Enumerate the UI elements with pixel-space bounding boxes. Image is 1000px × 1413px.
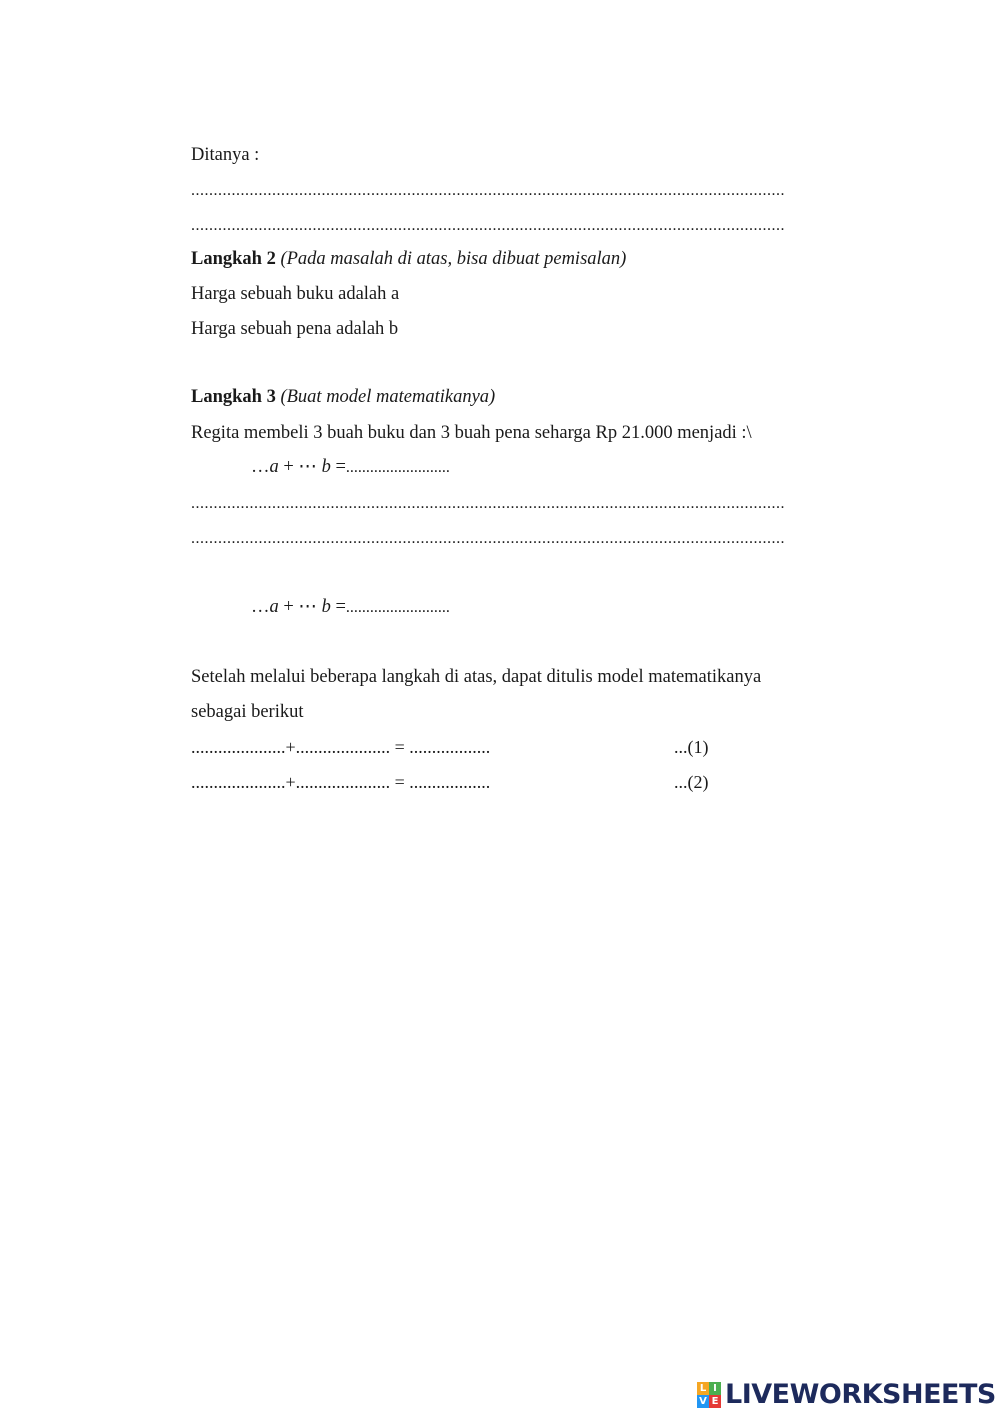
langkah-2-label: Langkah 2 [191,249,276,269]
math-var-a: a [269,457,279,477]
math-var-b: b [321,457,331,477]
math-expression-1[interactable] [251,456,450,479]
answer-dotted-line-2[interactable]: .................................................................................................................................... [191,217,785,234]
equation-expr[interactable]: .....................+..................... = .................. [191,772,491,792]
logo-icon-letter: V [697,1395,709,1408]
math-blank[interactable]: .......................... [345,599,450,616]
math-var-a: a [269,597,279,617]
langkah-3-note: (Buat model matematikanya) [280,387,496,407]
math-var-b: b [321,597,331,617]
math-lead: … [251,597,270,617]
answer-dotted-line-1[interactable]: .................................................................................................................................... [191,182,785,199]
equation-expr[interactable]: .....................+..................... = .................. [191,737,491,757]
liveworksheets-logo-icon [697,1382,721,1408]
liveworksheets-logo [697,1378,996,1412]
answer-dotted-line-4[interactable]: .................................................................................................................................... [191,530,785,547]
equation-row-1[interactable] [191,736,751,758]
langkah-3-heading [191,386,495,408]
pemisalan-buku: Harga sebuah buku adalah a [191,284,400,304]
math-equals: = [330,457,346,477]
math-equals: = [330,597,346,617]
logo-icon-letter: E [709,1395,721,1408]
math-lead: … [251,457,270,477]
equation-row-2[interactable] [191,771,751,793]
math-expression-2[interactable] [251,596,450,619]
langkah-2-note: (Pada masalah di atas, bisa dibuat pemisalan) [280,249,627,269]
langkah-3-label: Langkah 3 [191,387,276,407]
pemisalan-pena: Harga sebuah pena adalah b [191,319,399,339]
ditanya-label: Ditanya : [191,145,260,165]
logo-icon-letter: L [697,1382,709,1395]
setelah-text-line-1: Setelah melalui beberapa langkah di atas, dapat ditulis model matematikanya [191,667,762,687]
equation-number: ...(1) [674,737,709,757]
langkah-2-heading [191,248,626,270]
regita-statement: Regita membeli 3 buah buku dan 3 buah pena seharga Rp 21.000 menjadi :\ [191,423,752,443]
liveworksheets-logo-text: LIVEWORKSHEETS [725,1379,996,1410]
setelah-text-line-2: sebagai berikut [191,702,304,722]
math-blank[interactable]: .......................... [345,459,450,476]
math-plus: + ⋯ [278,457,322,477]
math-plus: + ⋯ [278,597,322,617]
equation-number: ...(2) [674,772,709,792]
logo-icon-letter: I [709,1382,721,1395]
answer-dotted-line-3[interactable]: .................................................................................................................................... [191,495,785,512]
